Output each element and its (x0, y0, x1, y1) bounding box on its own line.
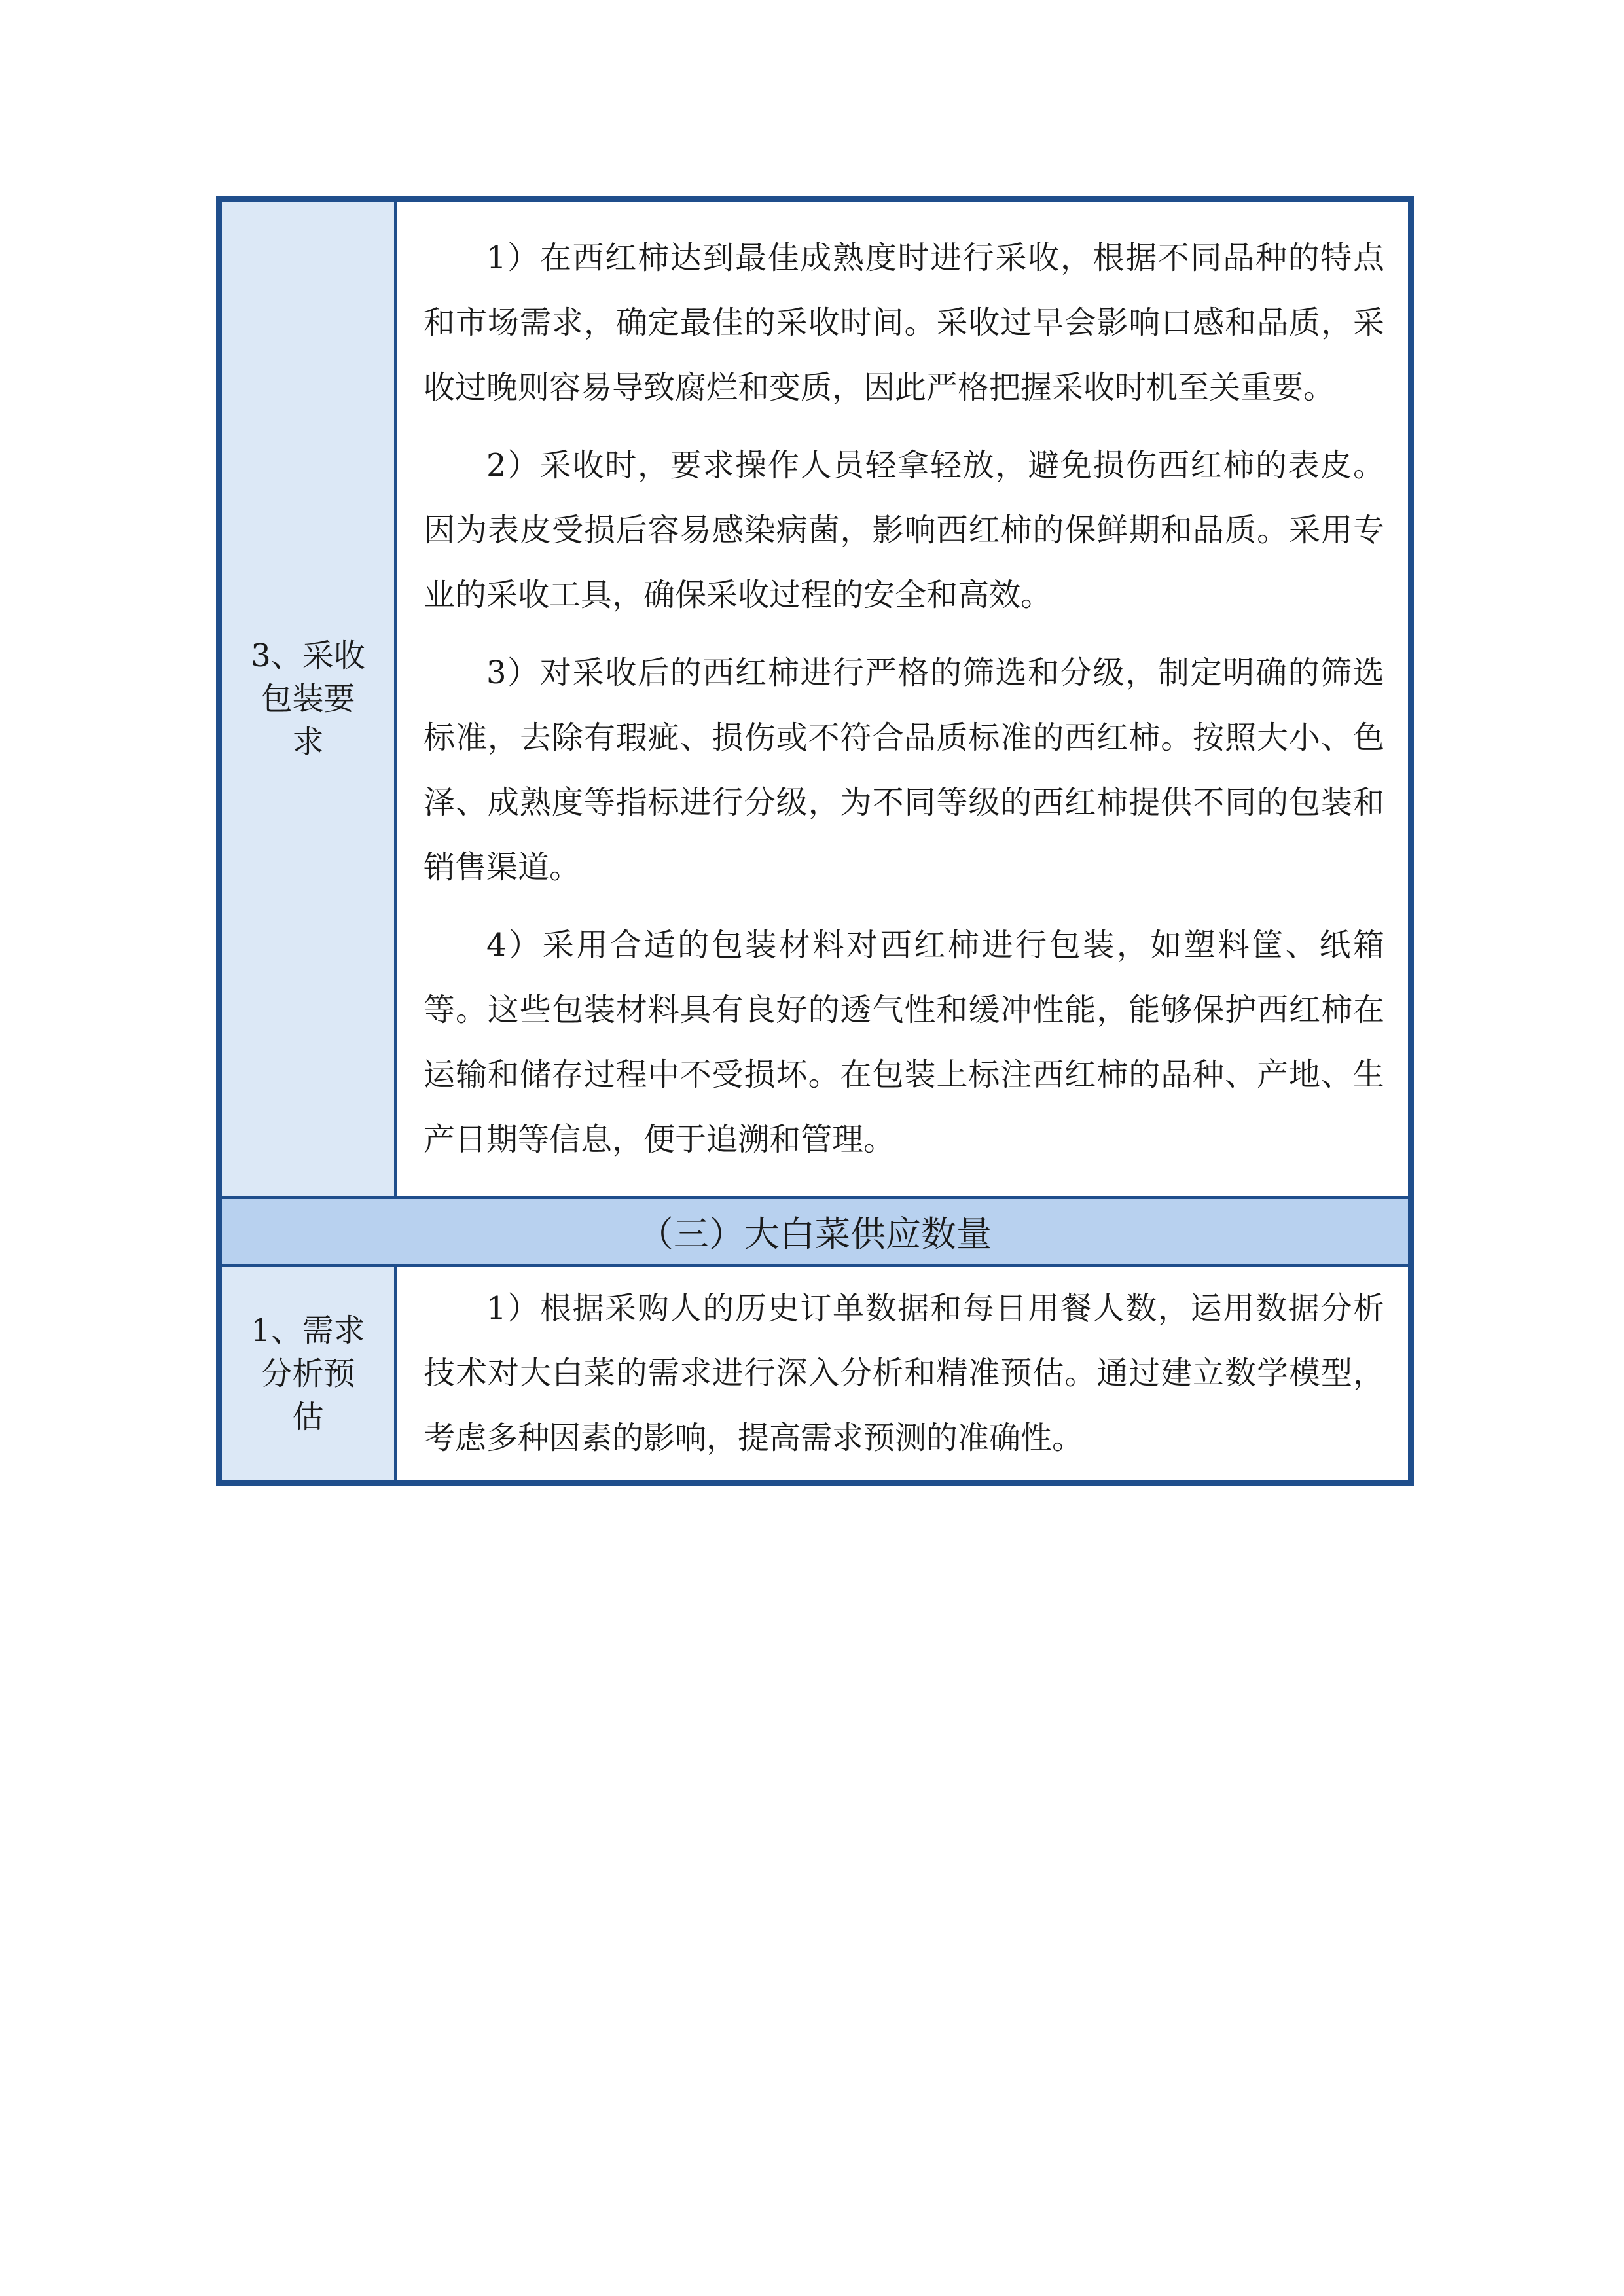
row-content-demand-forecast (396, 1266, 1411, 1483)
paragraph: 1）在西红柿达到最佳成熟度时进行采收，根据不同品种的特点和市场需求，确定最佳的采收时间。采收过早会影响口感和品质，采收过晚则容易导致腐烂和变质，因此严格把握采收时机至关重要。 (424, 240, 1384, 406)
row-label-line: 估 (292, 1398, 324, 1435)
requirements-table (216, 196, 1414, 1486)
paragraph: 3）对采收后的西红柿进行严格的筛选和分级，制定明确的筛选标准，去除有瑕疵、损伤或不符合品质标准的西红柿。按照大小、色泽、成熟度等指标进行分级，为不同等级的西红柿提供不同的包装和销售渠道。 (424, 655, 1384, 886)
row-label-harvest-packaging (219, 200, 396, 1198)
table-row-section-header (219, 1198, 1411, 1266)
paragraph: 2）采收时，要求操作人员轻拿轻放，避免损伤西红柿的表皮。因为表皮受损后容易感染病菌，影响西红柿的保鲜期和品质。采用专业的采收工具，确保采收过程的安全和高效。 (424, 447, 1384, 613)
row-label-line: 求 (292, 724, 324, 761)
table-row-demand-forecast (219, 1266, 1411, 1483)
row-label-line: 分析预 (261, 1355, 355, 1392)
row-label-demand-forecast (219, 1266, 396, 1483)
section-header: （三）大白菜供应数量 (219, 1198, 1411, 1266)
row-label-line: 3、采收 (251, 637, 365, 674)
paragraph: 1）根据采购人的历史订单数据和每日用餐人数，运用数据分析技术对大白菜的需求进行深入分析和精准预估。通过建立数学模型，考虑多种因素的影响，提高需求预测的准确性。 (424, 1290, 1384, 1456)
row-label-line: 1、需求 (251, 1312, 365, 1349)
paragraph: 4）采用合适的包装材料对西红柿进行包装，如塑料筐、纸箱等。这些包装材料具有良好的透气性和缓冲性能，能够保护西红柿在运输和储存过程中不受损坏。在包装上标注西红柿的品种、产地、生产日期等信息，便于追溯和管理。 (424, 927, 1384, 1158)
row-content-harvest-packaging (396, 200, 1411, 1198)
table-row-harvest-packaging (219, 200, 1411, 1198)
row-label-line: 包装要 (261, 681, 355, 717)
